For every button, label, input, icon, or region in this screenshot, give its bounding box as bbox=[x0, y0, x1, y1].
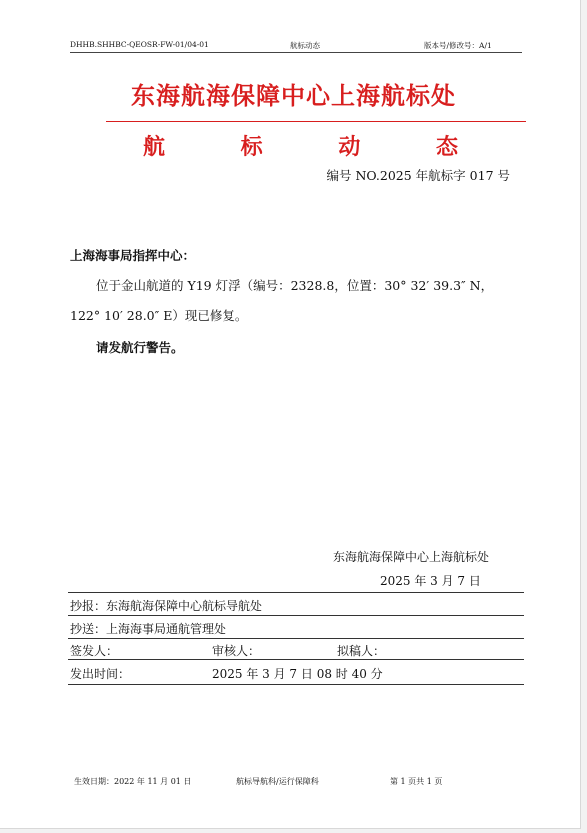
header-divider bbox=[70, 52, 522, 53]
document-number: 编号 NO.2025 年航标字 017 号 bbox=[326, 168, 510, 183]
footer-department: 航标导航科/运行保障科 bbox=[236, 777, 319, 786]
divider-bottom bbox=[68, 684, 524, 685]
header-version: 版本号/修改号：A/1 bbox=[424, 41, 492, 50]
recipient: 上海海事局指挥中心： bbox=[70, 248, 196, 263]
signature-org: 东海航海保障中心上海航标处 bbox=[333, 550, 490, 564]
issue-time-value: 2025 年 3 月 7 日 08 时 40 分 bbox=[212, 667, 383, 681]
cc-report: 抄报：东海航海保障中心航标导航处 bbox=[70, 599, 263, 613]
drafter-label: 拟稿人： bbox=[337, 644, 386, 658]
divider-fields bbox=[68, 659, 524, 660]
reviewer-label: 审核人： bbox=[212, 644, 261, 658]
signature-date: 2025 年 3 月 7 日 bbox=[380, 574, 481, 588]
issuer-label: 签发人： bbox=[70, 644, 119, 658]
document-title: 航 标 动 态 bbox=[143, 134, 492, 160]
header-doc-code: DHHB.SHHBC-QEOSR-FW-01/04-01 bbox=[70, 40, 209, 49]
header-doc-type: 航标动态 bbox=[290, 41, 320, 50]
cc-send: 抄送：上海海事局通航管理处 bbox=[70, 622, 227, 636]
body-line-2: 122° 10′ 28.0″ E）现已修复。 bbox=[70, 308, 248, 323]
red-divider bbox=[106, 121, 526, 122]
divider-cc-mid bbox=[68, 615, 524, 616]
footer-effective-date: 生效日期：2022 年 11 月 01 日 bbox=[74, 777, 192, 786]
request-text: 请发航行警告。 bbox=[96, 340, 184, 355]
issue-time-label: 发出时间： bbox=[70, 667, 131, 681]
body-line-1: 位于金山航道的 Y19 灯浮（编号：2328.8，位置：30° 32′ 39.3″ N， bbox=[96, 278, 494, 293]
organization-title: 东海航海保障中心上海航标处 bbox=[131, 81, 456, 110]
divider-cc-top bbox=[68, 592, 524, 593]
footer-page-number: 第 1 页共 1 页 bbox=[390, 777, 443, 786]
divider-cc-bottom bbox=[68, 638, 524, 639]
